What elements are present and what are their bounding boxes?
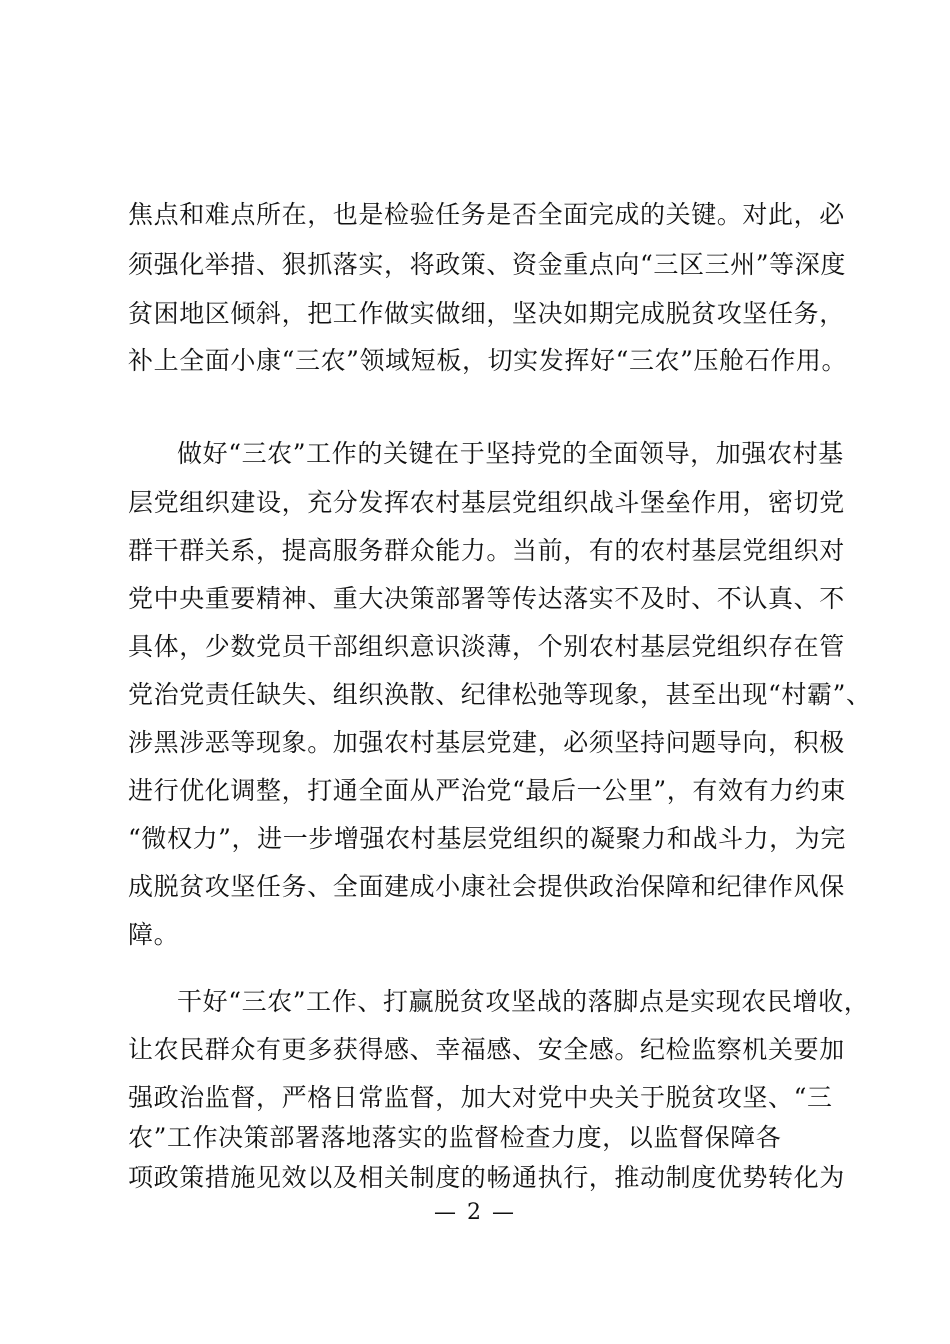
text-line-12: 进行优化调整，打通全面从严治党“最后一公里”，有效有力约束 bbox=[128, 776, 846, 805]
text-line-8: 党中央重要精神、重大决策部署等传达落实不及时、不认真、不 bbox=[128, 584, 845, 613]
text-line-10: 党治党责任缺失、组织涣散、纪律松弛等现象，甚至出现“村霸”、 bbox=[128, 680, 872, 709]
page-number: — 2 — bbox=[434, 1200, 516, 1225]
text-line-13: “微权力”，进一步增强农村基层党组织的凝聚力和战斗力，为完 bbox=[128, 824, 846, 853]
text-line-15: 障。 bbox=[128, 920, 180, 949]
text-line-20: 项政策措施见效以及相关制度的畅通执行，推动制度优势转化为 bbox=[128, 1163, 845, 1192]
text-line-9: 具体，少数党员干部组织意识淡薄，个别农村基层党组织存在管 bbox=[128, 632, 845, 661]
text-line-7: 群干群关系，提高服务群众能力。当前，有的农村基层党组织对 bbox=[128, 536, 845, 565]
text-line-16: 干好“三农”工作、打赢脱贫攻坚战的落脚点是实现农民增收， bbox=[177, 987, 870, 1016]
text-line-18: 强政治监督，严格日常监督，加大对党中央关于脱贫攻坚、“三 bbox=[128, 1083, 833, 1112]
text-line-3: 贫困地区倾斜，把工作做实做细，坚决如期完成脱贫攻坚任务， bbox=[128, 299, 845, 328]
text-line-2: 须强化举措、狠抓落实，将政策、资金重点向“三区三州”等深度 bbox=[128, 250, 846, 279]
text-line-14: 成脱贫攻坚任务、全面建成小康社会提供政治保障和纪律作风保 bbox=[128, 872, 845, 901]
text-line-5: 做好“三农”工作的关键在于坚持党的全面领导，加强农村基 bbox=[177, 439, 844, 468]
text-line-17: 让农民群众有更多获得感、幸福感、安全感。纪检监察机关要加 bbox=[128, 1035, 845, 1064]
text-line-1: 焦点和难点所在，也是检验任务是否全面完成的关键。对此，必 bbox=[128, 200, 845, 229]
text-line-19: 农”工作决策部署落地落实的监督检查力度，以监督保障各 bbox=[128, 1123, 782, 1152]
text-line-11: 涉黑涉恶等现象。加强农村基层党建，必须坚持问题导向，积极 bbox=[128, 728, 845, 757]
text-line-6: 层党组织建设，充分发挥农村基层党组织战斗堡垒作用，密切党 bbox=[128, 488, 845, 517]
text-line-4: 补上全面小康“三农”领域短板，切实发挥好“三农”压舱石作用。 bbox=[128, 346, 848, 375]
